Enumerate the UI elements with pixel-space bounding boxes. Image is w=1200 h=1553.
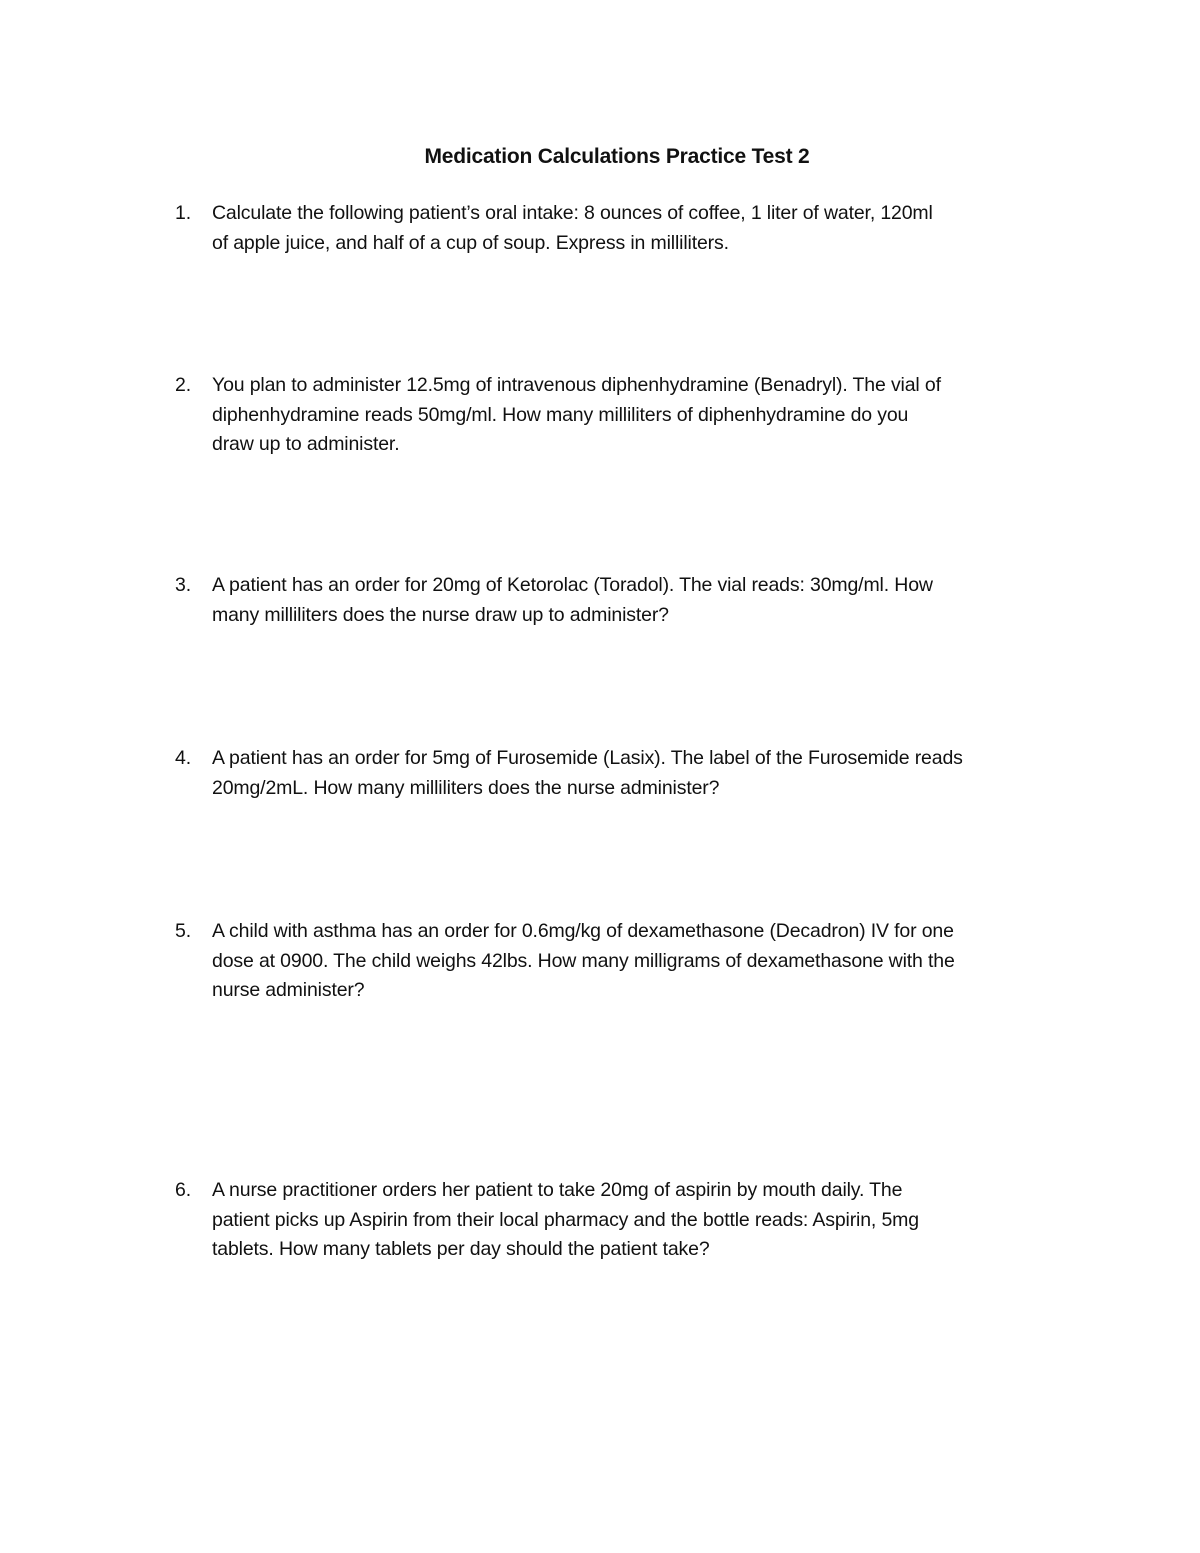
question-line: 20mg/2mL. How many milliliters does the nurse administer? (212, 776, 720, 799)
question-line: tablets. How many tablets per day should the patient take? (212, 1238, 710, 1260)
question-3 (175, 571, 1055, 630)
question-line: draw up to administer. (212, 433, 400, 455)
question-line: nurse administer? (212, 979, 365, 1001)
question-number: 2. (175, 374, 191, 396)
question-number: 5. (175, 920, 191, 942)
question-number: 3. (175, 574, 191, 596)
document-title: Medication Calculations Practice Test 2 (424, 145, 810, 168)
question-6 (175, 1176, 1055, 1265)
question-4 (175, 744, 1055, 803)
question-number: 1. (175, 202, 191, 224)
question-line: patient picks up Aspirin from their local pharmacy and the bottle reads: Aspirin, 5mg (212, 1208, 919, 1231)
question-number: 6. (175, 1179, 191, 1201)
question-line: many milliliters does the nurse draw up to administer? (212, 603, 669, 626)
question-text (212, 744, 1055, 803)
question-text (212, 371, 1055, 460)
question-text (212, 571, 1055, 630)
question-2 (175, 371, 1055, 460)
question-5 (175, 917, 1055, 1006)
question-line: A patient has an order for 5mg of Furosemide (Lasix). The label of the Furosemide reads (212, 747, 963, 769)
question-line: A child with asthma has an order for 0.6mg/kg of dexamethasone (Decadron) IV for one (212, 920, 954, 942)
question-number: 4. (175, 747, 191, 769)
question-text (212, 199, 1055, 258)
question-line: A nurse practitioner orders her patient to take 20mg of aspirin by mouth daily. The (212, 1179, 903, 1201)
question-line: of apple juice, and half of a cup of soup. Express in milliliters. (212, 231, 729, 254)
question-line: A patient has an order for 20mg of Ketorolac (Toradol). The vial reads: 30mg/ml. How (212, 574, 933, 596)
question-line: diphenhydramine reads 50mg/ml. How many milliliters of diphenhydramine do you (212, 403, 909, 426)
question-line: You plan to administer 12.5mg of intravenous diphenhydramine (Benadryl). The vial of (212, 374, 941, 396)
question-line: dose at 0900. The child weighs 42lbs. How many milligrams of dexamethasone with the (212, 949, 955, 972)
question-text (212, 1176, 1055, 1265)
question-1 (175, 199, 1055, 258)
question-text (212, 917, 1055, 1006)
question-line: Calculate the following patient’s oral intake: 8 ounces of coffee, 1 liter of water, 120ml (212, 202, 933, 224)
